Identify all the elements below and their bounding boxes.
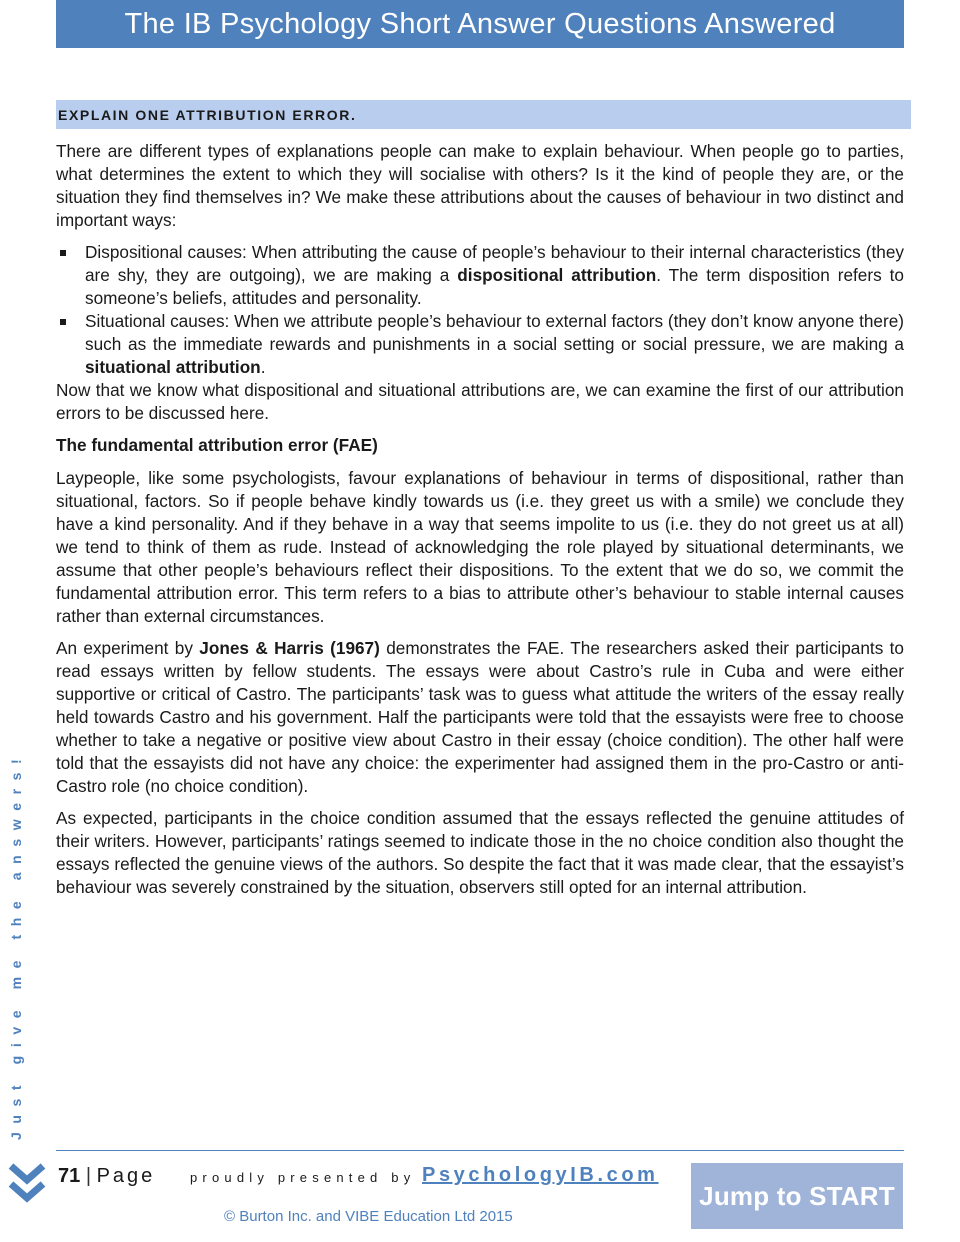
page-label: Page [96, 1165, 156, 1187]
list-item [56, 310, 904, 379]
bullet-bold-term: dispositional attribution [457, 265, 657, 285]
page-header-title: The IB Psychology Short Answer Questions Answered [56, 0, 904, 48]
fae-paragraph: Laypeople, like some psychologists, favour explanations of behaviour in terms of dispositional, rather than situational, factors. So if people behave kindly towards us (i.e. they greet us with a smile) we conclude they have a kind personality. And if they behave in a way that seems impolite to us (i.e. they do not greet us at all) we tend to think of them as rude. Instead of acknowledging the role played by situational determinants, we assume that other people’s behaviours reflect their dispositions. To the extent that we do so, we commit the fundamental attribution error. This term refers to a bias to attribute other’s behaviour to stable internal causes rather than external circumstances. [56, 468, 904, 626]
fae-subheading: The fundamental attribution error (FAE) [56, 435, 378, 455]
jump-to-start-button[interactable]: Jump to START [691, 1163, 903, 1229]
bullet-text-end: . [260, 357, 266, 377]
answer-body [56, 140, 904, 908]
list-item [56, 241, 904, 310]
page-separator: | [85, 1165, 92, 1187]
page-number-line [58, 1164, 155, 1188]
conclusion-paragraph: As expected, participants in the choice condition assumed that the essays reflected the genuine attitudes of their writers. However, participants’ ratings seemed to indicate those in the no choice condition also thought the essays reflected the genuine views of the authors. So despite the fact that it was made clear, that the essayist’s behaviour was severely constrained by the situation, observers still opted for an internal attribution. [56, 808, 904, 897]
experiment-text: An experiment by [56, 638, 200, 658]
double-chevron-down-icon [7, 1160, 47, 1208]
copyright-text: © Burton Inc. and VIBE Education Ltd 2015 [224, 1208, 513, 1225]
study-citation: Jones & Harris (1967) [199, 638, 380, 658]
bullet-text: Situational causes: When we attribute people’s behaviour to external factors (they don’t know anyone there) such as the immediate rewards and punishments in a social setting or social pressure, we are making a [85, 311, 904, 354]
side-tagline: Just give me the answers! [8, 750, 24, 1140]
bullet-text: Dispositional causes: When attributing the cause of people’s behaviour to their internal characteristics (they are shy, they are outgoing), we are making a [85, 242, 904, 285]
attribution-types-list [56, 241, 904, 379]
page-number: 71 [58, 1165, 81, 1187]
experiment-paragraph [56, 637, 904, 798]
brand-link[interactable]: PsychologyIB.com [422, 1164, 659, 1186]
presented-by-text: proudly presented by [190, 1170, 416, 1185]
experiment-text-end: demonstrates the FAE. The researchers asked their participants to read essays written by fellow students. The essays were about Castro’s rule in Cuba and were either supportive or critical of Castro. The participants’ task was to guess what attitude the writers of the essay really held towards Castro and his government. Half the participants were told that the essayists were free to choose whether to take a negative or positive view about Castro in their essay (choice condition). The other half were told that the essayists did not have any choice: the experimenter had assigned them in the pro-Castro or anti-Castro role (no choice condition). [56, 638, 904, 796]
square-bullet-icon [60, 319, 66, 325]
intro-paragraph: There are different types of explanations people can make to explain behaviour. When people go to parties, what determines the extent to which they will socialise with others? Is it the kind of people they are, or the situation they find themselves in? We make these attributions about the causes of behaviour in two distinct and important ways: [56, 141, 904, 230]
square-bullet-icon [60, 250, 66, 256]
transition-paragraph: Now that we know what dispositional and situational attributions are, we can examine the first of our attribution errors to be discussed here. [56, 380, 904, 423]
bullet-text-end: . The term disposition refers to someone’s beliefs, attitudes and personality. [85, 265, 904, 308]
question-heading: EXPLAIN ONE ATTRIBUTION ERROR. [56, 100, 911, 129]
footer-divider [56, 1150, 904, 1151]
bullet-bold-term: situational attribution [85, 357, 261, 377]
